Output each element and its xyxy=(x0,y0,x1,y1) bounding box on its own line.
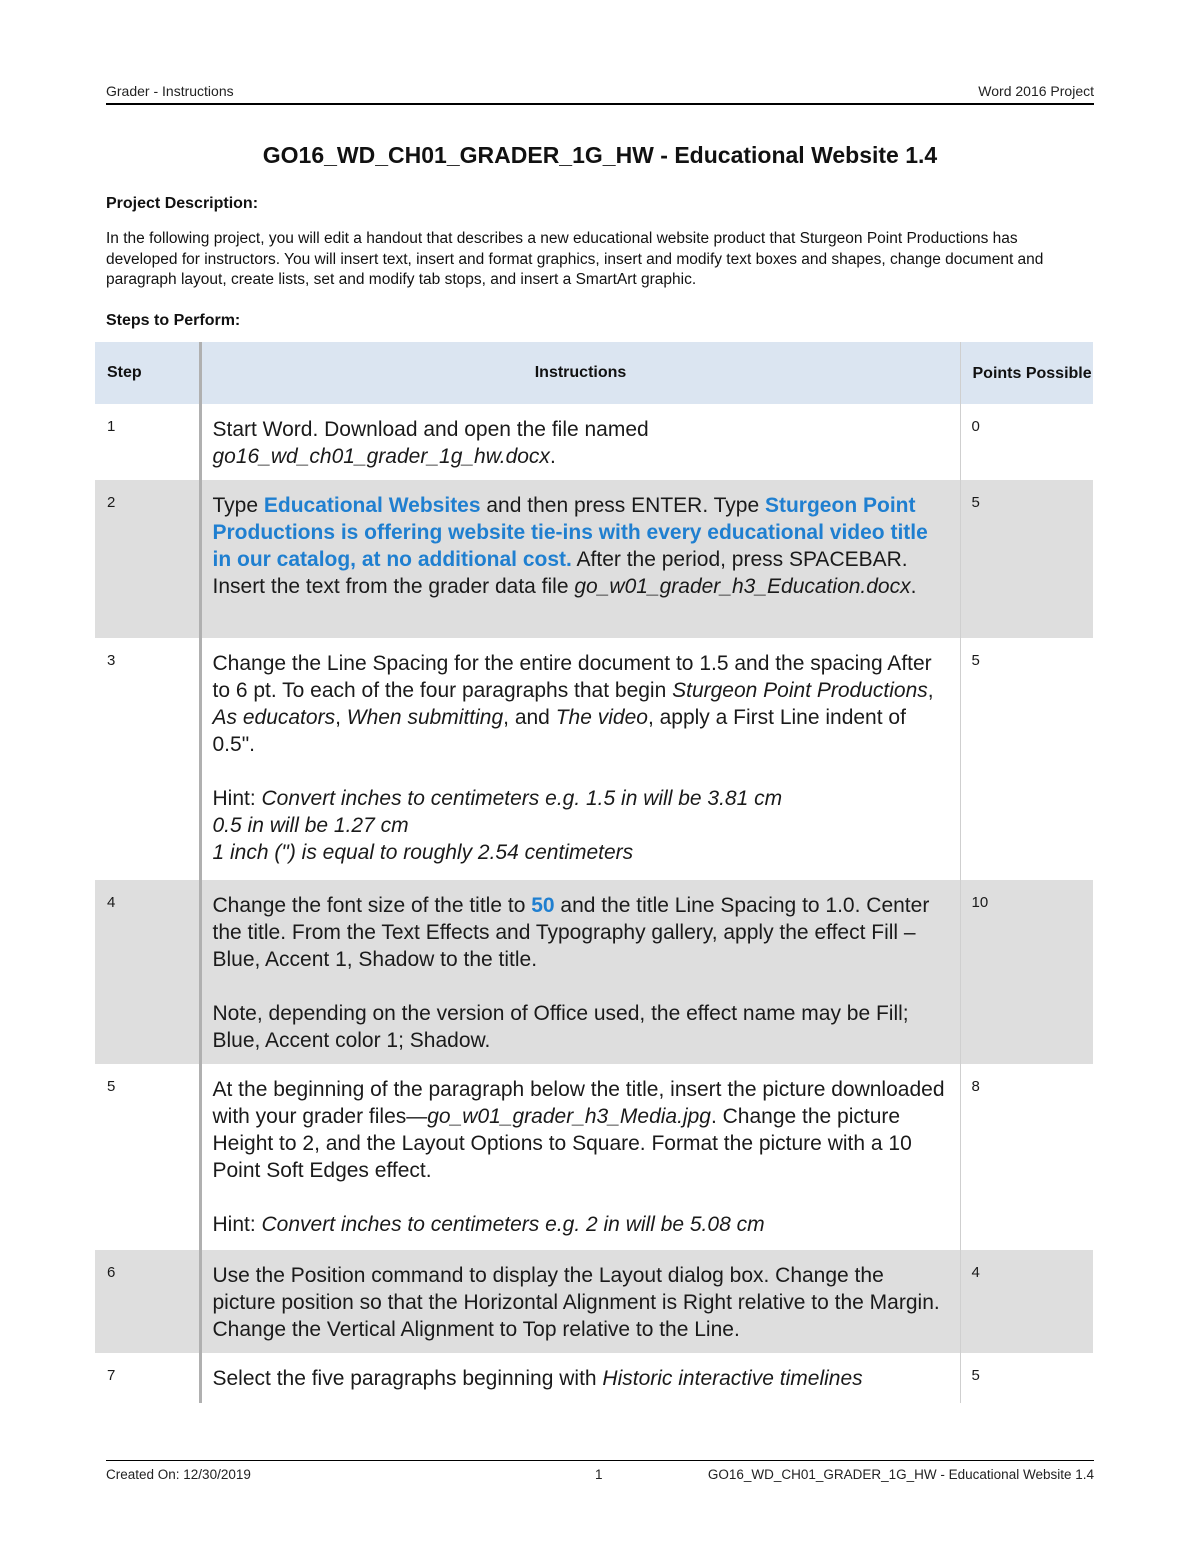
step-points: 4 xyxy=(960,1250,1093,1353)
step-number: 5 xyxy=(107,1078,116,1095)
instr-text: Select the five paragraphs beginning with xyxy=(212,1367,603,1390)
steps-table xyxy=(95,342,1093,1403)
quoted-text: When submitting xyxy=(346,706,504,729)
table-row xyxy=(95,638,1093,880)
hint-text: Convert inches to centimeters e.g. 1.5 in will be 3.81 cm xyxy=(261,787,783,810)
instr-text: . xyxy=(549,445,556,468)
step-number: 2 xyxy=(95,480,200,638)
step-number: 3 xyxy=(107,652,116,669)
instr-text: and the title Line Spacing to 1.0. Center the title. From the Text Effects and Typography gallery, apply the effect Fill – Blue, Accent 1, Shadow to the title. xyxy=(212,894,930,971)
instr-text: Change the font size of the title to xyxy=(212,894,532,917)
header-points-possible: Points Possible xyxy=(960,342,1093,404)
step-points: 8 xyxy=(971,1078,980,1095)
filename: go16_wd_ch01_grader_1g_hw.docx xyxy=(212,445,550,468)
instr-text: . Change the picture Height to 2, and the Layout Options to Square. Format the picture with a 10 Point Soft Edges effect. xyxy=(212,1105,912,1182)
step-number: 4 xyxy=(95,880,200,1064)
instr-text: Type xyxy=(212,494,264,517)
font-size-value: 50 xyxy=(531,894,555,917)
quoted-text: As educators xyxy=(212,706,336,729)
created-on: Created On: 12/30/2019 xyxy=(106,1467,251,1482)
hint-label: Hint: xyxy=(212,1213,262,1236)
step-instructions xyxy=(200,404,960,480)
step-number: 7 xyxy=(107,1367,116,1384)
document-title: GO16_WD_CH01_GRADER_1G_HW - Educational Website 1.4 xyxy=(262,142,938,168)
hint-text: Convert inches to centimeters e.g. 2 in will be 5.08 cm xyxy=(261,1213,765,1236)
typed-text: Sturgeon Point Productions is offering website tie-ins with every educational video title in our catalog, at no additional cost. xyxy=(212,494,928,571)
step-number: 1 xyxy=(107,418,116,435)
instr-text: , xyxy=(927,679,934,702)
table-row xyxy=(95,1064,1093,1250)
table-row xyxy=(95,1250,1093,1353)
step-instructions xyxy=(200,480,960,638)
instr-text: Change the Line Spacing for the entire document to 1.5 and the spacing After to 6 pt. To each of the four paragraphs that begin xyxy=(212,652,932,702)
project-description-text: In the following project, you will edit a handout that describes a new educational website product that Sturgeon Point Productions has developed for instructors. You will insert text, insert and format graphics, insert and modify text boxes and shapes, change document and paragraph layout, create lists, set and modify tab stops, and insert a SmartArt graphic. xyxy=(106,230,1044,288)
instr-text: , apply a First Line indent of 0.5". xyxy=(212,706,906,756)
header-instructions: Instructions xyxy=(200,342,960,404)
quoted-text: Sturgeon Point Productions xyxy=(672,679,928,702)
instr-text: Start Word. Download and open the file named xyxy=(212,418,649,441)
step-instructions xyxy=(200,1064,960,1250)
footer-doc-title: GO16_WD_CH01_GRADER_1G_HW - Educational Website 1.4 xyxy=(707,1467,1094,1482)
note-text: Note, depending on the version of Office used, the effect name may be Fill; Blue, Accent color 1; Shadow. xyxy=(212,1002,909,1052)
quoted-text: Historic interactive timelines xyxy=(602,1367,863,1390)
table-row xyxy=(95,880,1093,1064)
page-header xyxy=(106,83,1094,105)
step-points: 0 xyxy=(971,418,980,435)
hint-text: 1 inch (") is equal to roughly 2.54 centimeters xyxy=(212,841,634,864)
steps-heading: Steps to Perform: xyxy=(106,312,241,329)
instr-text: and then press ENTER. Type xyxy=(480,494,765,517)
header-step: Step xyxy=(95,342,200,404)
filename: go_w01_grader_h3_Media.jpg xyxy=(427,1105,711,1128)
table-row xyxy=(95,1353,1093,1403)
header-left-text: Grader - Instructions xyxy=(106,83,234,99)
step-points: 5 xyxy=(960,480,1093,638)
step-instructions xyxy=(200,1353,960,1403)
step-points: 10 xyxy=(960,880,1093,1064)
hint-label: Hint: xyxy=(212,787,262,810)
instr-text: After the period, press SPACEBAR. Insert the text from the grader data file xyxy=(212,548,908,598)
quoted-text: The video xyxy=(555,706,648,729)
step-instructions xyxy=(200,880,960,1064)
step-instructions: Use the Position command to display the Layout dialog box. Change the picture position so that the Horizontal Alignment is Right relative to the Margin. Change the Vertical Alignment to Top relative to the Line. xyxy=(200,1250,960,1353)
step-points: 5 xyxy=(971,652,980,669)
project-description-heading: Project Description: xyxy=(106,195,259,212)
filename: go_w01_grader_h3_Education.docx xyxy=(574,575,911,598)
typed-text: Educational Websites xyxy=(263,494,481,517)
instr-text: , xyxy=(335,706,347,729)
instr-text: , and xyxy=(503,706,556,729)
table-header-row xyxy=(95,342,1093,404)
page-number: 1 xyxy=(595,1467,603,1482)
page-footer xyxy=(106,1460,1094,1483)
step-points: 5 xyxy=(971,1367,980,1384)
hint-text: 0.5 in will be 1.27 cm xyxy=(212,814,409,837)
step-number: 6 xyxy=(95,1250,200,1353)
instr-text: At the beginning of the paragraph below the title, insert the picture downloaded with your grader files— xyxy=(212,1078,945,1128)
table-row xyxy=(95,480,1093,638)
header-right-text: Word 2016 Project xyxy=(978,83,1094,99)
table-row xyxy=(95,404,1093,480)
instr-text: . xyxy=(910,575,917,598)
step-instructions xyxy=(200,638,960,880)
